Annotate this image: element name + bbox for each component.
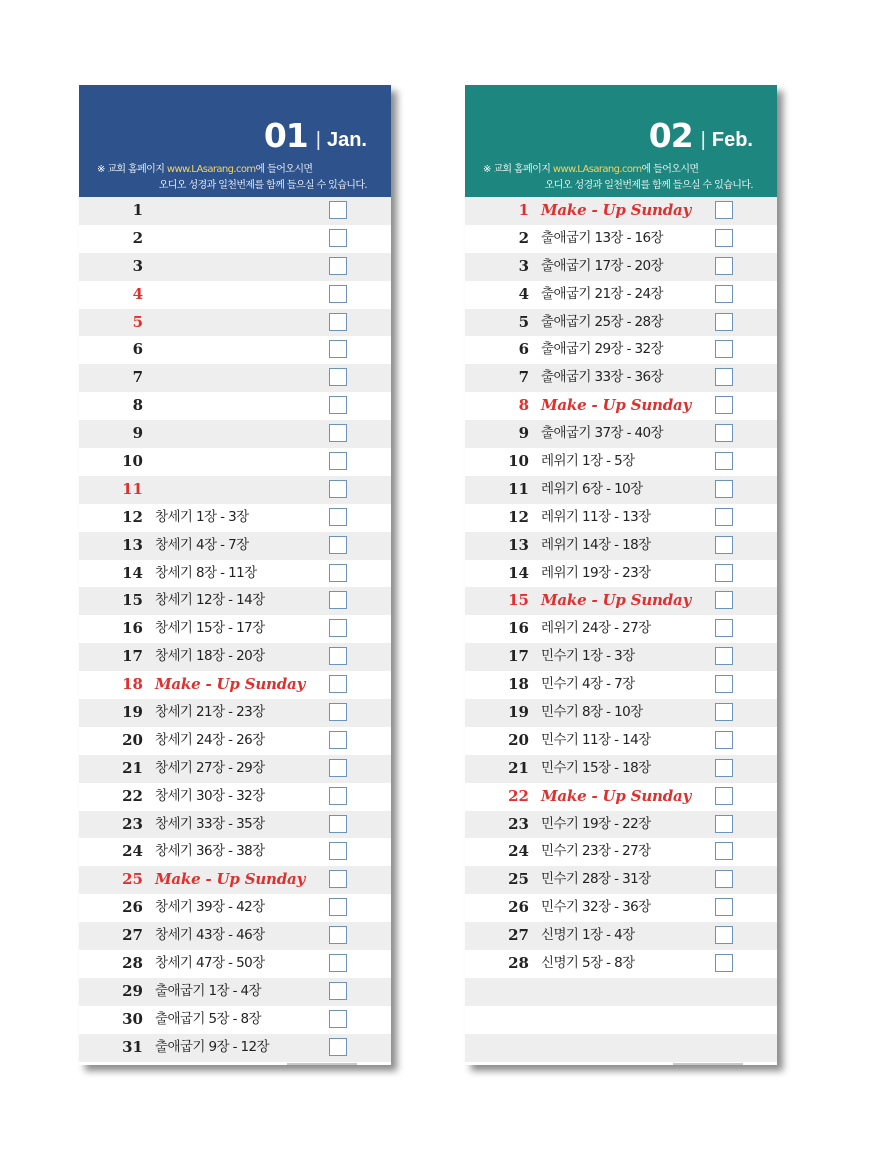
- reading-assignment: 레위기 19장 - 23장: [541, 564, 651, 581]
- website-note-line1: [97, 160, 312, 175]
- reading-row: [79, 755, 391, 783]
- reading-row: [79, 309, 391, 337]
- reading-assignment: 신명기 1장 - 4장: [541, 927, 635, 944]
- day-number: 9: [518, 424, 529, 443]
- day-number: 15: [122, 591, 143, 610]
- completion-checkbox[interactable]: [329, 954, 347, 972]
- completion-checkbox[interactable]: [329, 340, 347, 358]
- reading-row: [79, 727, 391, 755]
- reading-row: [79, 1034, 391, 1062]
- reading-assignment: 민수기 8장 - 10장: [541, 704, 643, 721]
- day-number: 2: [132, 228, 143, 247]
- reading-row: [79, 197, 391, 225]
- completion-checkbox[interactable]: [329, 285, 347, 303]
- day-number: 6: [132, 340, 143, 359]
- february-card: [465, 85, 777, 1065]
- reading-row: [79, 392, 391, 420]
- completion-checkbox[interactable]: [329, 1038, 347, 1056]
- title-separator: |: [315, 129, 321, 151]
- day-number: 25: [122, 870, 143, 889]
- day-number: 5: [518, 312, 529, 331]
- day-number: 17: [122, 647, 143, 666]
- reading-row: [79, 1006, 391, 1034]
- day-number: 12: [122, 507, 143, 526]
- reading-assignment: 레위기 24장 - 27장: [541, 620, 651, 637]
- reading-row: [79, 643, 391, 671]
- reading-row: [465, 615, 777, 643]
- website-note-line2: 오디오 성경과 일천번제를 함께 들으실 수 있습니다.: [544, 180, 753, 191]
- reading-assignment: 출애굽기 25장 - 28장: [541, 313, 663, 330]
- day-number: 12: [508, 507, 529, 526]
- reading-row: [465, 225, 777, 253]
- day-number: 11: [122, 479, 143, 498]
- completion-checkbox[interactable]: [329, 647, 347, 665]
- reading-row: [465, 671, 777, 699]
- day-number: 1: [518, 201, 529, 219]
- day-number: 14: [122, 563, 143, 582]
- day-number: 31: [122, 1037, 143, 1056]
- day-number: 28: [122, 954, 143, 973]
- day-number: 4: [518, 284, 529, 303]
- reading-assignment: 민수기 28장 - 31장: [541, 871, 651, 888]
- reading-assignment: 출애굽기 1장 - 4장: [155, 982, 261, 999]
- day-number: 10: [122, 452, 143, 471]
- reading-row: [79, 253, 391, 281]
- day-number: 19: [508, 703, 529, 722]
- reading-assignment: 출애굽기 5장 - 8장: [155, 1010, 261, 1027]
- february-reading-list: [465, 197, 777, 1062]
- completion-checkbox[interactable]: [329, 257, 347, 275]
- reading-row: [465, 838, 777, 866]
- completion-checkbox[interactable]: [329, 619, 347, 637]
- completion-checkbox[interactable]: [329, 982, 347, 1000]
- completion-checkbox[interactable]: [715, 731, 733, 749]
- day-number: 11: [508, 479, 529, 498]
- completion-checkbox[interactable]: [715, 396, 733, 414]
- reading-assignment: 창세기 8장 - 11장: [155, 564, 257, 581]
- completion-checkbox[interactable]: [329, 508, 347, 526]
- completion-checkbox[interactable]: [715, 368, 733, 386]
- note-prefix: ※ 교회 홈페이지: [483, 164, 553, 175]
- day-number: 24: [508, 842, 529, 861]
- completion-checkbox[interactable]: [715, 759, 733, 777]
- completion-checkbox[interactable]: [329, 787, 347, 805]
- completion-checkbox[interactable]: [715, 340, 733, 358]
- day-number: 18: [508, 675, 529, 694]
- reading-row: [465, 309, 777, 337]
- completion-checkbox[interactable]: [329, 452, 347, 470]
- day-number: 22: [508, 786, 529, 805]
- reading-row: [79, 671, 391, 699]
- reading-row: [465, 420, 777, 448]
- note-suffix: 에 들어오시면: [641, 164, 699, 175]
- reading-row: [465, 392, 777, 420]
- day-number: 20: [122, 730, 143, 749]
- reading-assignment: 창세기 30장 - 32장: [155, 787, 265, 804]
- day-number: 13: [508, 535, 529, 554]
- reading-assignment: 창세기 27장 - 29장: [155, 759, 265, 776]
- reading-assignment: 민수기 23장 - 27장: [541, 843, 651, 860]
- day-number: 8: [132, 396, 143, 415]
- reading-assignment: 민수기 15장 - 18장: [541, 759, 651, 776]
- day-number: 23: [508, 814, 529, 833]
- completion-checkbox[interactable]: [329, 1010, 347, 1028]
- reading-row: [465, 587, 777, 615]
- reading-row: [79, 560, 391, 588]
- completion-checkbox[interactable]: [329, 480, 347, 498]
- completion-checkbox[interactable]: [329, 759, 347, 777]
- completion-checkbox[interactable]: [329, 870, 347, 888]
- reading-assignment: 민수기 4장 - 7장: [541, 676, 635, 693]
- reading-assignment: 출애굽기 21장 - 24장: [541, 285, 663, 302]
- day-number: 9: [132, 424, 143, 443]
- reading-row: [79, 587, 391, 615]
- february-header: [465, 85, 777, 197]
- reading-assignment: 창세기 4장 - 7장: [155, 536, 249, 553]
- reading-row: [465, 978, 777, 1006]
- reading-row: [79, 838, 391, 866]
- completion-checkbox[interactable]: [715, 787, 733, 805]
- completion-checkbox[interactable]: [715, 647, 733, 665]
- reading-assignment: 출애굽기 29장 - 32장: [541, 341, 663, 358]
- completion-checkbox[interactable]: [329, 842, 347, 860]
- reading-row: [79, 811, 391, 839]
- reading-row: [79, 532, 391, 560]
- day-number: 17: [508, 647, 529, 666]
- reading-assignment: 민수기 19장 - 22장: [541, 815, 651, 832]
- reading-assignment: 창세기 33장 - 35장: [155, 815, 265, 832]
- reading-row: [79, 225, 391, 253]
- makeup-sunday-label: Make - Up Sunday: [155, 675, 306, 694]
- reading-row: [79, 281, 391, 309]
- reading-assignment: 창세기 1장 - 3장: [155, 508, 249, 525]
- day-number: 7: [518, 368, 529, 387]
- reading-assignment: 레위기 14장 - 18장: [541, 536, 651, 553]
- completion-checkbox[interactable]: [329, 675, 347, 693]
- reading-row: [465, 894, 777, 922]
- day-number: 3: [132, 256, 143, 275]
- day-number: 6: [518, 340, 529, 359]
- day-number: 14: [508, 563, 529, 582]
- website-link[interactable]: www.LAsarang.com: [552, 164, 642, 175]
- month-name: Feb.: [711, 129, 753, 151]
- reading-row: [79, 615, 391, 643]
- reading-assignment: 민수기 11장 - 14장: [541, 731, 651, 748]
- reading-row: [79, 699, 391, 727]
- reading-row: [79, 364, 391, 392]
- day-number: 8: [518, 396, 529, 415]
- reading-assignment: 출애굽기 17장 - 20장: [541, 257, 663, 274]
- january-reading-list: [79, 197, 391, 1062]
- reading-row: [79, 866, 391, 894]
- reading-assignment: 창세기 12장 - 14장: [155, 592, 265, 609]
- day-number: 27: [508, 926, 529, 945]
- title-separator: |: [700, 129, 706, 151]
- reading-row: [465, 253, 777, 281]
- completion-checkbox[interactable]: [329, 396, 347, 414]
- completion-checkbox[interactable]: [715, 257, 733, 275]
- day-number: 29: [122, 981, 143, 1000]
- reading-assignment: 창세기 21장 - 23장: [155, 704, 265, 721]
- reading-row: [465, 1006, 777, 1034]
- reading-row: [79, 783, 391, 811]
- completion-checkbox[interactable]: [329, 703, 347, 721]
- makeup-sunday-label: Make - Up Sunday: [541, 591, 692, 610]
- reading-row: [465, 1034, 777, 1062]
- day-number: 5: [132, 312, 143, 331]
- reading-assignment: 레위기 6장 - 10장: [541, 480, 643, 497]
- completion-checkbox[interactable]: [715, 703, 733, 721]
- completion-checkbox[interactable]: [715, 564, 733, 582]
- day-number: 2: [518, 228, 529, 247]
- day-number: 21: [122, 758, 143, 777]
- completion-checkbox[interactable]: [715, 285, 733, 303]
- completion-checkbox[interactable]: [715, 201, 733, 219]
- january-card: [79, 85, 391, 1065]
- reading-assignment: 창세기 24장 - 26장: [155, 731, 265, 748]
- completion-checkbox[interactable]: [715, 815, 733, 833]
- reading-assignment: 레위기 1장 - 5장: [541, 453, 635, 470]
- month-title: [263, 116, 367, 155]
- reading-row: [79, 420, 391, 448]
- reading-row: [465, 504, 777, 532]
- reading-row: [79, 894, 391, 922]
- day-number: 4: [132, 284, 143, 303]
- day-number: 22: [122, 786, 143, 805]
- completion-checkbox[interactable]: [329, 313, 347, 331]
- reading-row: [465, 643, 777, 671]
- reading-row: [465, 336, 777, 364]
- completion-checkbox[interactable]: [715, 870, 733, 888]
- day-number: 26: [508, 898, 529, 917]
- makeup-sunday-label: Make - Up Sunday: [541, 396, 692, 415]
- day-number: 16: [122, 619, 143, 638]
- reading-assignment: 출애굽기 9장 - 12장: [155, 1038, 269, 1055]
- reading-row: [79, 336, 391, 364]
- completion-checkbox[interactable]: [329, 926, 347, 944]
- website-note-line1: [483, 160, 698, 175]
- day-number: 26: [122, 898, 143, 917]
- reading-row: [465, 560, 777, 588]
- reading-assignment: 창세기 43장 - 46장: [155, 927, 265, 944]
- completion-checkbox[interactable]: [715, 480, 733, 498]
- reading-assignment: 출애굽기 37장 - 40장: [541, 425, 663, 442]
- completion-checkbox[interactable]: [715, 898, 733, 916]
- completion-checkbox[interactable]: [329, 368, 347, 386]
- note-prefix: ※ 교회 홈페이지: [97, 164, 167, 175]
- completion-checkbox[interactable]: [329, 898, 347, 916]
- completion-checkbox[interactable]: [715, 675, 733, 693]
- day-number: 13: [122, 535, 143, 554]
- footer-divider: [673, 1063, 743, 1065]
- completion-checkbox[interactable]: [715, 591, 733, 609]
- day-number: 20: [508, 730, 529, 749]
- reading-assignment: 민수기 1장 - 3장: [541, 648, 635, 665]
- reading-assignment: 출애굽기 13장 - 16장: [541, 229, 663, 246]
- completion-checkbox[interactable]: [715, 313, 733, 331]
- month-number: 02: [648, 116, 693, 155]
- completion-checkbox[interactable]: [329, 536, 347, 554]
- reading-row: [465, 783, 777, 811]
- reading-row: [465, 755, 777, 783]
- day-number: 10: [508, 452, 529, 471]
- day-number: 1: [132, 201, 143, 219]
- reading-row: [465, 532, 777, 560]
- website-link[interactable]: www.LAsarang.com: [166, 164, 256, 175]
- month-name: Jan.: [326, 129, 367, 151]
- completion-checkbox[interactable]: [715, 536, 733, 554]
- completion-checkbox[interactable]: [715, 926, 733, 944]
- completion-checkbox[interactable]: [715, 452, 733, 470]
- reading-assignment: 창세기 15장 - 17장: [155, 620, 265, 637]
- completion-checkbox[interactable]: [715, 508, 733, 526]
- reading-assignment: 출애굽기 33장 - 36장: [541, 369, 663, 386]
- reading-row: [79, 504, 391, 532]
- reading-row: [465, 364, 777, 392]
- day-number: 3: [518, 256, 529, 275]
- reading-row: [79, 922, 391, 950]
- reading-row: [465, 281, 777, 309]
- reading-assignment: 창세기 18장 - 20장: [155, 648, 265, 665]
- day-number: 15: [508, 591, 529, 610]
- note-suffix: 에 들어오시면: [255, 164, 313, 175]
- day-number: 24: [122, 842, 143, 861]
- completion-checkbox[interactable]: [715, 954, 733, 972]
- reading-assignment: 창세기 36장 - 38장: [155, 843, 265, 860]
- day-number: 23: [122, 814, 143, 833]
- completion-checkbox[interactable]: [715, 619, 733, 637]
- website-note-line2: 오디오 성경과 일천번제를 함께 들으실 수 있습니다.: [158, 180, 367, 191]
- january-header: [79, 85, 391, 197]
- day-number: 18: [122, 675, 143, 694]
- day-number: 25: [508, 870, 529, 889]
- makeup-sunday-label: Make - Up Sunday: [541, 201, 692, 219]
- reading-row: [79, 476, 391, 504]
- reading-assignment: 창세기 47장 - 50장: [155, 955, 265, 972]
- completion-checkbox[interactable]: [329, 731, 347, 749]
- reading-row: [465, 448, 777, 476]
- reading-row: [465, 811, 777, 839]
- reading-row: [465, 699, 777, 727]
- reading-row: [465, 197, 777, 225]
- footer-divider: [287, 1063, 357, 1065]
- reading-assignment: 창세기 39장 - 42장: [155, 899, 265, 916]
- day-number: 21: [508, 758, 529, 777]
- day-number: 19: [122, 703, 143, 722]
- completion-checkbox[interactable]: [715, 842, 733, 860]
- day-number: 16: [508, 619, 529, 638]
- makeup-sunday-label: Make - Up Sunday: [155, 870, 306, 889]
- day-number: 30: [122, 1009, 143, 1028]
- completion-checkbox[interactable]: [329, 591, 347, 609]
- completion-checkbox[interactable]: [329, 564, 347, 582]
- month-number: 01: [263, 116, 308, 155]
- reading-row: [465, 727, 777, 755]
- reading-assignment: 신명기 5장 - 8장: [541, 955, 635, 972]
- completion-checkbox[interactable]: [715, 424, 733, 442]
- completion-checkbox[interactable]: [329, 229, 347, 247]
- reading-row: [79, 978, 391, 1006]
- reading-row: [465, 476, 777, 504]
- reading-row: [79, 950, 391, 978]
- completion-checkbox[interactable]: [329, 424, 347, 442]
- reading-row: [465, 950, 777, 978]
- month-title: [648, 116, 753, 155]
- completion-checkbox[interactable]: [715, 229, 733, 247]
- day-number: 27: [122, 926, 143, 945]
- day-number: 28: [508, 954, 529, 973]
- day-number: 7: [132, 368, 143, 387]
- reading-row: [79, 448, 391, 476]
- reading-row: [465, 866, 777, 894]
- reading-assignment: 민수기 32장 - 36장: [541, 899, 651, 916]
- reading-row: [465, 922, 777, 950]
- reading-assignment: 레위기 11장 - 13장: [541, 508, 651, 525]
- makeup-sunday-label: Make - Up Sunday: [541, 786, 692, 805]
- completion-checkbox[interactable]: [329, 201, 347, 219]
- completion-checkbox[interactable]: [329, 815, 347, 833]
